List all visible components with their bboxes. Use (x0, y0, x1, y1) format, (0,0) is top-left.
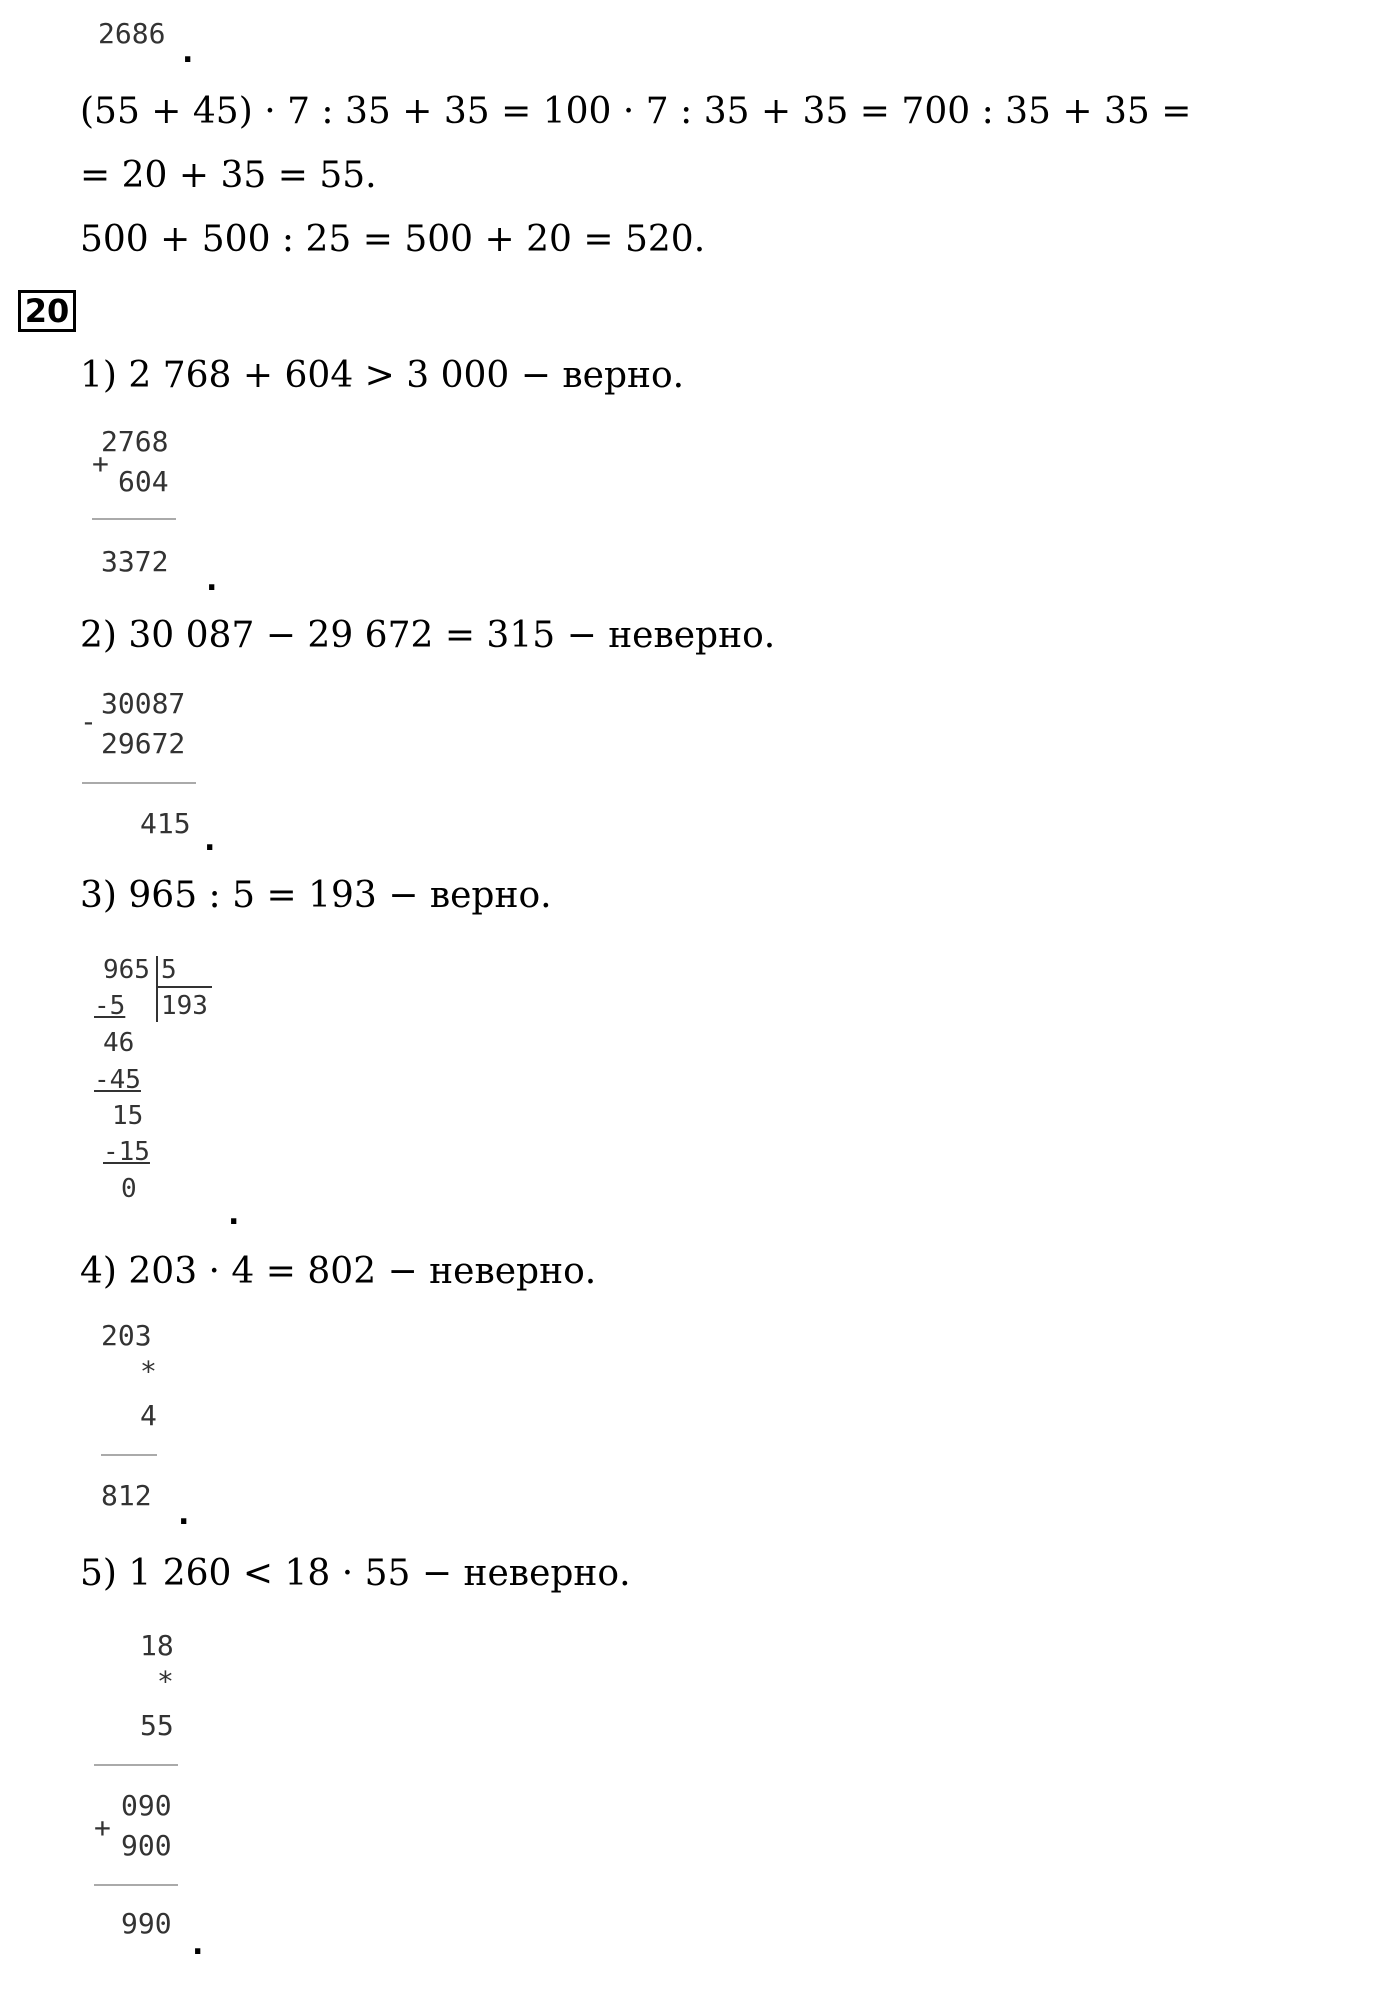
statement-5: 5) 1 260 < 18 · 55 − неверно. (80, 1553, 631, 1594)
quotient: 193 (161, 991, 208, 1021)
product-rule (94, 1764, 178, 1766)
statement-1: 1) 2 768 + 604 > 3 000 − верно. (80, 355, 685, 396)
factor-top: 18 (140, 1629, 174, 1662)
minus-sign: - (80, 705, 97, 738)
sum-rule (94, 1884, 178, 1886)
product-result: 812 (101, 1479, 152, 1512)
statement-2: 2) 30 087 − 29 672 = 315 − неверно. (80, 615, 776, 656)
difference-result: 415 (140, 807, 191, 840)
division-step: -5 (94, 991, 126, 1021)
minuend: 30087 (101, 687, 186, 720)
division-step: 0 (121, 1174, 137, 1204)
times-sign: * (157, 1665, 174, 1698)
factor-bottom: 4 (140, 1399, 157, 1432)
division-step: 15 (112, 1101, 144, 1131)
result-period: . (192, 1927, 204, 1962)
equation-line-3: 500 + 500 : 25 = 500 + 20 = 520. (80, 219, 706, 260)
plus-sign: + (92, 447, 109, 480)
division-step: -45 (94, 1065, 141, 1095)
partial-product-1: 090 (121, 1789, 172, 1822)
quotient-rule (156, 986, 212, 988)
division-bar (156, 956, 158, 1022)
sum-rule (92, 518, 176, 520)
divisor: 5 (161, 955, 177, 985)
plus-sign: + (94, 1811, 111, 1844)
addend-bottom: 604 (118, 465, 169, 498)
result-period: . (228, 1197, 240, 1232)
product-result: 990 (121, 1907, 172, 1940)
factor-bottom: 55 (140, 1709, 174, 1742)
product-rule (101, 1454, 157, 1456)
addend-top: 2768 (101, 425, 169, 458)
statement-3: 3) 965 : 5 = 193 − верно. (80, 875, 552, 916)
statement-4: 4) 203 · 4 = 802 − неверно. (80, 1251, 597, 1292)
previous-result: 2686 (98, 17, 166, 50)
division-step: -15 (103, 1137, 150, 1167)
subtrahend: 29672 (101, 727, 186, 760)
dividend: 965 (103, 955, 150, 985)
difference-rule (82, 782, 196, 784)
sum-result: 3372 (101, 545, 169, 578)
equation-line-1: (55 + 45) · 7 : 35 + 35 = 100 · 7 : 35 + 35 = 700 : 35 + 35 = (80, 91, 1192, 132)
factor-top: 203 (101, 1319, 152, 1352)
division-step: 46 (103, 1028, 135, 1058)
result-period: . (206, 563, 218, 598)
times-sign: * (140, 1355, 157, 1388)
result-period: . (182, 35, 194, 70)
result-period: . (204, 823, 216, 858)
partial-product-2: 900 (121, 1829, 172, 1862)
result-period: . (178, 1497, 190, 1532)
task-number-box: 20 (18, 290, 76, 332)
equation-line-2: = 20 + 35 = 55. (80, 155, 377, 196)
